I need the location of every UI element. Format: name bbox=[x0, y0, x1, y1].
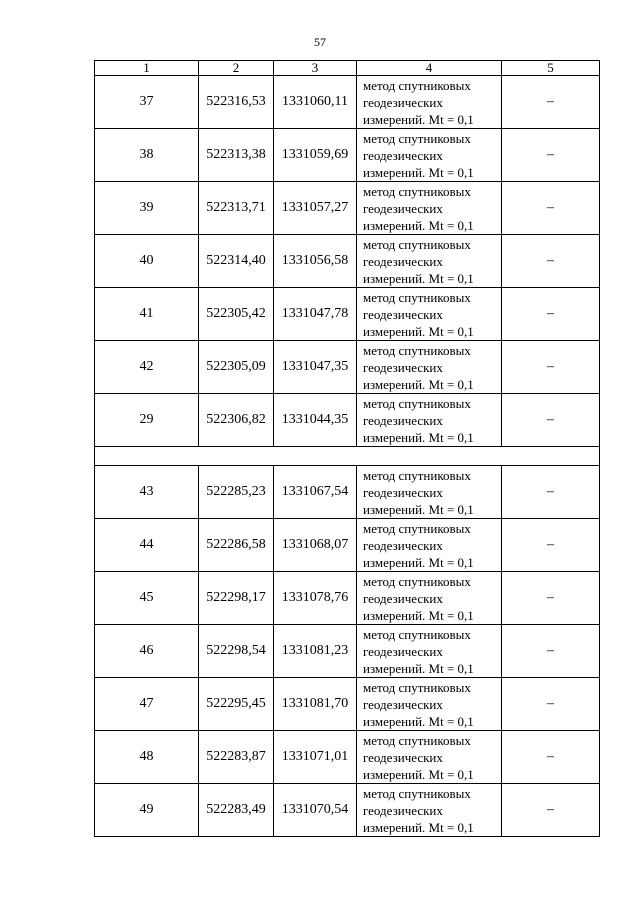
method-cell bbox=[357, 182, 502, 235]
note-cell: – bbox=[502, 182, 600, 235]
x-coordinate-cell: 522298,54 bbox=[199, 625, 274, 678]
method-line: геодезических bbox=[363, 200, 443, 216]
method-line: измерений. Mt = 0,1 bbox=[363, 323, 474, 339]
method-cell bbox=[357, 466, 502, 519]
y-coordinate-cell: 1331070,54 bbox=[274, 784, 357, 837]
y-coordinate-cell: 1331081,23 bbox=[274, 625, 357, 678]
point-number-cell: 47 bbox=[95, 678, 199, 731]
note-cell: – bbox=[502, 394, 600, 447]
table-row bbox=[95, 466, 600, 519]
point-number-cell: 40 bbox=[95, 235, 199, 288]
method-line: метод спутниковых bbox=[363, 342, 471, 358]
note-cell: – bbox=[502, 519, 600, 572]
method-cell bbox=[357, 129, 502, 182]
note-cell: – bbox=[502, 731, 600, 784]
method-line: метод спутниковых bbox=[363, 130, 471, 146]
column-header: 4 bbox=[357, 61, 502, 76]
x-coordinate-cell: 522305,42 bbox=[199, 288, 274, 341]
y-coordinate-cell: 1331060,11 bbox=[274, 76, 357, 129]
point-number-cell: 44 bbox=[95, 519, 199, 572]
method-line: измерений. Mt = 0,1 bbox=[363, 819, 474, 835]
method-cell bbox=[357, 288, 502, 341]
separator-row bbox=[95, 447, 600, 466]
method-line: измерений. Mt = 0,1 bbox=[363, 217, 474, 233]
y-coordinate-cell: 1331057,27 bbox=[274, 182, 357, 235]
method-line: метод спутниковых bbox=[363, 679, 471, 695]
point-number-cell: 42 bbox=[95, 341, 199, 394]
point-number-cell: 46 bbox=[95, 625, 199, 678]
point-number-cell: 45 bbox=[95, 572, 199, 625]
table-row bbox=[95, 394, 600, 447]
note-cell: – bbox=[502, 466, 600, 519]
method-line: метод спутниковых bbox=[363, 183, 471, 199]
table-row bbox=[95, 784, 600, 837]
table-row bbox=[95, 182, 600, 235]
method-line: геодезических bbox=[363, 537, 443, 553]
note-cell: – bbox=[502, 341, 600, 394]
method-cell bbox=[357, 76, 502, 129]
x-coordinate-cell: 522295,45 bbox=[199, 678, 274, 731]
x-coordinate-cell: 522316,53 bbox=[199, 76, 274, 129]
table-row bbox=[95, 731, 600, 784]
table-row bbox=[95, 572, 600, 625]
method-cell bbox=[357, 731, 502, 784]
method-line: геодезических bbox=[363, 643, 443, 659]
y-coordinate-cell: 1331068,07 bbox=[274, 519, 357, 572]
note-cell: – bbox=[502, 625, 600, 678]
note-cell: – bbox=[502, 784, 600, 837]
note-cell: – bbox=[502, 572, 600, 625]
note-cell: – bbox=[502, 76, 600, 129]
coordinates-table bbox=[94, 60, 600, 837]
method-line: метод спутниковых bbox=[363, 236, 471, 252]
point-number-cell: 49 bbox=[95, 784, 199, 837]
point-number-cell: 43 bbox=[95, 466, 199, 519]
method-cell bbox=[357, 235, 502, 288]
column-header: 2 bbox=[199, 61, 274, 76]
method-line: измерений. Mt = 0,1 bbox=[363, 607, 474, 623]
method-line: геодезических bbox=[363, 147, 443, 163]
x-coordinate-cell: 522306,82 bbox=[199, 394, 274, 447]
method-cell bbox=[357, 519, 502, 572]
table-row bbox=[95, 129, 600, 182]
method-line: метод спутниковых bbox=[363, 626, 471, 642]
method-line: геодезических bbox=[363, 253, 443, 269]
x-coordinate-cell: 522286,58 bbox=[199, 519, 274, 572]
x-coordinate-cell: 522283,87 bbox=[199, 731, 274, 784]
method-line: измерений. Mt = 0,1 bbox=[363, 713, 474, 729]
method-line: измерений. Mt = 0,1 bbox=[363, 660, 474, 676]
point-number-cell: 39 bbox=[95, 182, 199, 235]
column-header: 1 bbox=[95, 61, 199, 76]
table-row bbox=[95, 678, 600, 731]
y-coordinate-cell: 1331071,01 bbox=[274, 731, 357, 784]
method-line: метод спутниковых bbox=[363, 573, 471, 589]
method-line: измерений. Mt = 0,1 bbox=[363, 501, 474, 517]
x-coordinate-cell: 522298,17 bbox=[199, 572, 274, 625]
y-coordinate-cell: 1331059,69 bbox=[274, 129, 357, 182]
point-number-cell: 48 bbox=[95, 731, 199, 784]
x-coordinate-cell: 522313,38 bbox=[199, 129, 274, 182]
method-cell bbox=[357, 572, 502, 625]
point-number-cell: 41 bbox=[95, 288, 199, 341]
method-line: измерений. Mt = 0,1 bbox=[363, 270, 474, 286]
y-coordinate-cell: 1331056,58 bbox=[274, 235, 357, 288]
method-cell bbox=[357, 394, 502, 447]
y-coordinate-cell: 1331081,70 bbox=[274, 678, 357, 731]
method-line: метод спутниковых bbox=[363, 785, 471, 801]
method-line: измерений. Mt = 0,1 bbox=[363, 111, 474, 127]
x-coordinate-cell: 522283,49 bbox=[199, 784, 274, 837]
method-line: геодезических bbox=[363, 696, 443, 712]
method-line: метод спутниковых bbox=[363, 732, 471, 748]
method-cell bbox=[357, 341, 502, 394]
note-cell: – bbox=[502, 129, 600, 182]
point-number-cell: 37 bbox=[95, 76, 199, 129]
method-line: метод спутниковых bbox=[363, 289, 471, 305]
method-cell bbox=[357, 784, 502, 837]
note-cell: – bbox=[502, 678, 600, 731]
method-line: метод спутниковых bbox=[363, 77, 471, 93]
x-coordinate-cell: 522314,40 bbox=[199, 235, 274, 288]
method-line: измерений. Mt = 0,1 bbox=[363, 164, 474, 180]
separator-cell bbox=[95, 447, 600, 466]
method-line: геодезических bbox=[363, 749, 443, 765]
table-row bbox=[95, 341, 600, 394]
table-header-row bbox=[95, 61, 600, 76]
page-number: 57 bbox=[314, 35, 326, 49]
table-row bbox=[95, 76, 600, 129]
table-row bbox=[95, 625, 600, 678]
method-line: измерений. Mt = 0,1 bbox=[363, 376, 474, 392]
method-line: измерений. Mt = 0,1 bbox=[363, 554, 474, 570]
table-row bbox=[95, 519, 600, 572]
method-line: измерений. Mt = 0,1 bbox=[363, 766, 474, 782]
method-cell bbox=[357, 625, 502, 678]
method-line: метод спутниковых bbox=[363, 467, 471, 483]
method-cell bbox=[357, 678, 502, 731]
method-line: геодезических bbox=[363, 412, 443, 428]
method-line: геодезических bbox=[363, 484, 443, 500]
y-coordinate-cell: 1331047,35 bbox=[274, 341, 357, 394]
point-number-cell: 29 bbox=[95, 394, 199, 447]
method-line: геодезических bbox=[363, 802, 443, 818]
y-coordinate-cell: 1331078,76 bbox=[274, 572, 357, 625]
method-line: геодезических bbox=[363, 359, 443, 375]
x-coordinate-cell: 522313,71 bbox=[199, 182, 274, 235]
note-cell: – bbox=[502, 288, 600, 341]
method-line: измерений. Mt = 0,1 bbox=[363, 429, 474, 445]
y-coordinate-cell: 1331044,35 bbox=[274, 394, 357, 447]
method-line: геодезических bbox=[363, 590, 443, 606]
x-coordinate-cell: 522305,09 bbox=[199, 341, 274, 394]
note-cell: – bbox=[502, 235, 600, 288]
method-line: метод спутниковых bbox=[363, 395, 471, 411]
table-row bbox=[95, 235, 600, 288]
method-line: геодезических bbox=[363, 94, 443, 110]
y-coordinate-cell: 1331067,54 bbox=[274, 466, 357, 519]
y-coordinate-cell: 1331047,78 bbox=[274, 288, 357, 341]
method-line: геодезических bbox=[363, 306, 443, 322]
column-header: 3 bbox=[274, 61, 357, 76]
table-row bbox=[95, 288, 600, 341]
x-coordinate-cell: 522285,23 bbox=[199, 466, 274, 519]
column-header: 5 bbox=[502, 61, 600, 76]
method-line: метод спутниковых bbox=[363, 520, 471, 536]
point-number-cell: 38 bbox=[95, 129, 199, 182]
